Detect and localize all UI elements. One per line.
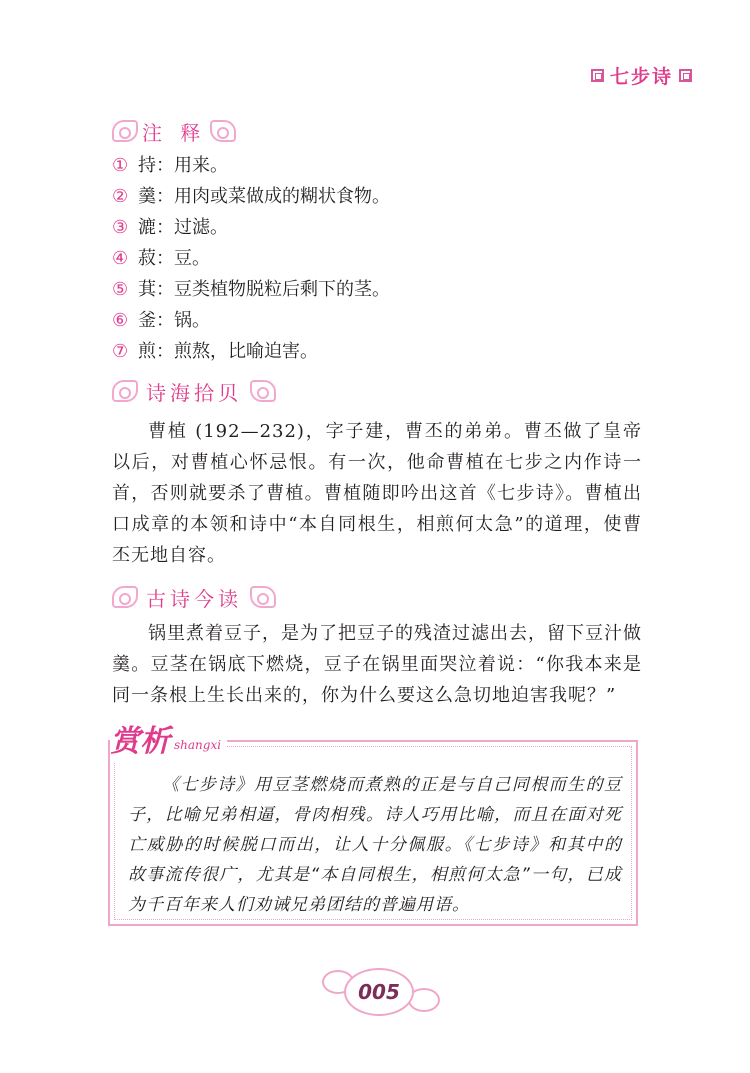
square-ornament-icon xyxy=(591,69,604,82)
notes-heading: 注 释 xyxy=(142,120,207,145)
note-text: 萁：豆类植物脱粒后剩下的茎。 xyxy=(138,279,390,300)
note-item xyxy=(112,212,390,243)
note-text: 釜：锅。 xyxy=(138,310,210,331)
scroll-ornament-icon xyxy=(112,120,138,142)
appreciation-pinyin: shangxi xyxy=(174,738,222,752)
appreciation-label xyxy=(110,722,227,762)
scroll-ornament-icon xyxy=(112,586,138,608)
background-heading: 诗海拾贝 xyxy=(146,380,242,405)
note-item xyxy=(112,243,390,274)
page-number: 005 xyxy=(344,968,414,1016)
running-header-title: 七步诗 xyxy=(609,66,673,88)
notes-section-title xyxy=(112,116,236,146)
note-item xyxy=(112,181,390,212)
note-number: ⑥ xyxy=(112,310,129,331)
note-text: 羹：用肉或菜做成的糊状食物。 xyxy=(138,186,390,207)
note-item xyxy=(112,150,390,181)
note-number: ② xyxy=(112,186,129,207)
appreciation-text: 《七步诗》用豆茎燃烧而煮熟的正是与自己同根而生的豆子，比喻兄弟相逼，骨肉相残。诗人巧用比喻，而且在面对死亡威胁的时候脱口而出，让人十分佩服。《七步诗》和其中的故事流传很广，尤其是“本自同根生，相煎何太急”一句，已成为千百年来人们劝诫兄弟团结的普遍用语。 xyxy=(128,775,622,915)
square-ornament-icon xyxy=(679,69,692,82)
note-item xyxy=(112,336,390,367)
scroll-ornament-icon xyxy=(210,120,236,142)
translation-section-title xyxy=(112,582,276,612)
appreciation-title: 赏析 xyxy=(110,724,170,759)
running-header xyxy=(591,62,692,89)
notes-list xyxy=(112,150,390,367)
note-text: 漉：过滤。 xyxy=(138,217,228,238)
note-number: ④ xyxy=(112,248,129,269)
background-section-title xyxy=(112,376,276,406)
note-text: 菽：豆。 xyxy=(138,248,210,269)
scroll-ornament-icon xyxy=(112,380,138,402)
note-number: ① xyxy=(112,155,129,176)
background-paragraph: 曹植 (192—232)，字子建，曹丕的弟弟。曹丕做了皇帝以后，对曹植心怀忌恨。有一次，他命曹植在七步之内作诗一首，否则就要杀了曹植。曹植随即吟出这首《七步诗》。曹植出口成章的本领和诗中“本自同根生，相煎何太急”的道理，使曹丕无地自容。 xyxy=(112,421,642,566)
note-text: 持：用来。 xyxy=(138,155,228,176)
scroll-ornament-icon xyxy=(250,380,276,402)
translation-paragraph: 锅里煮着豆子，是为了把豆子的残渣过滤出去，留下豆汁做羹。豆茎在锅底下燃烧，豆子在锅里面哭泣着说：“你我本来是同一条根上生长出来的，你为什么要这么急切地迫害我呢？” xyxy=(112,623,642,706)
note-item xyxy=(112,274,390,305)
translation-heading: 古诗今读 xyxy=(146,586,242,611)
note-text: 煎：煎熬，比喻迫害。 xyxy=(138,341,318,362)
page-number-badge xyxy=(344,968,414,1016)
note-number: ③ xyxy=(112,217,129,238)
note-number: ⑤ xyxy=(112,279,129,300)
note-item xyxy=(112,305,390,336)
note-number: ⑦ xyxy=(112,341,129,362)
scroll-ornament-icon xyxy=(250,586,276,608)
